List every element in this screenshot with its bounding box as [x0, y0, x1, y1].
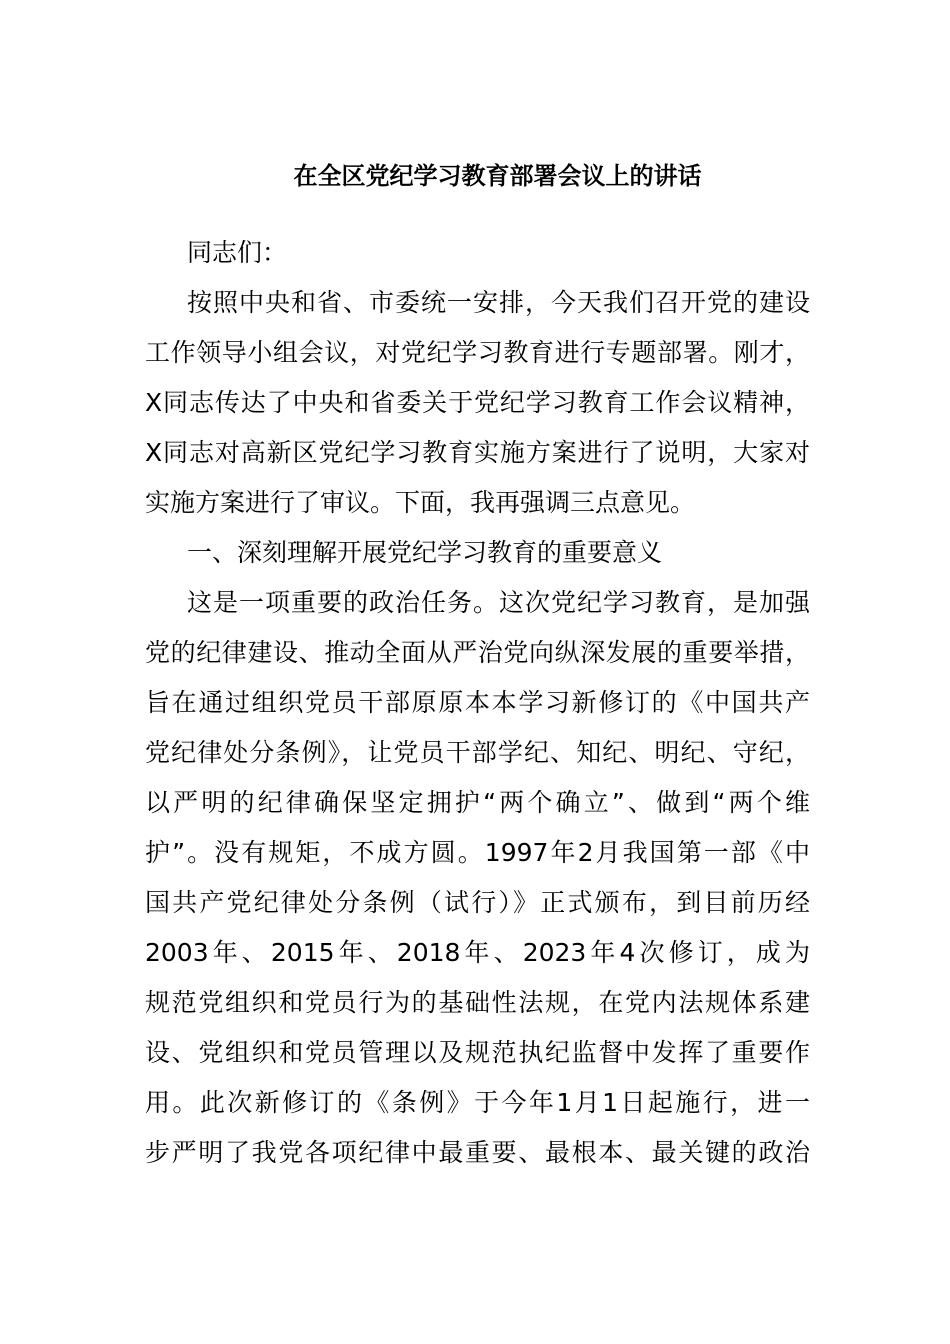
paragraph-line: 步严明了我党各项纪律中最重要、最根本、最关键的政治	[145, 1138, 810, 1167]
paragraph-line: X同志传达了中央和省委关于党纪学习教育工作会议精神，	[145, 388, 810, 417]
paragraph-line: 按照中央和省、市委统一安排，今天我们召开党的建设	[187, 288, 810, 317]
paragraph-line: 这是一项重要的政治任务。这次党纪学习教育，是加强	[187, 588, 810, 617]
paragraph-line: 以严明的纪律确保坚定拥护“两个确立”、做到“两个维	[145, 788, 810, 817]
paragraph-line: 2003年、2015年、2018年、2023年4次修订，成为	[145, 938, 810, 967]
paragraph-line: 设、党组织和党员管理以及规范执纪监督中发挥了重要作	[145, 1038, 810, 1067]
paragraph-line: X同志对高新区党纪学习教育实施方案进行了说明，大家对	[145, 438, 810, 467]
paragraph-line: 规范党组织和党员行为的基础性法规，在党内法规体系建	[145, 988, 810, 1017]
paragraph-line: 用。此次新修订的《条例》于今年1月1日起施行，进一	[145, 1088, 810, 1117]
paragraph-line: 工作领导小组会议，对党纪学习教育进行专题部署。刚才，	[145, 338, 810, 367]
paragraph-line: 实施方案进行了审议。下面，我再强调三点意见。	[145, 488, 696, 517]
paragraph-line: 旨在通过组织党员干部原原本本学习新修订的《中国共产	[145, 688, 810, 717]
paragraph-line: 护”。没有规矩，不成方圆。1997年2月我国第一部《中	[145, 838, 810, 867]
document-title: 在全区党纪学习教育部署会议上的讲话	[293, 162, 702, 190]
section-heading: 一、深刻理解开展党纪学习教育的重要意义	[187, 538, 663, 567]
document-body	[145, 228, 810, 1178]
paragraph-line: 党纪律处分条例》，让党员干部学纪、知纪、明纪、守纪，	[145, 738, 810, 767]
salutation-line: 同志们：	[187, 238, 288, 267]
paragraph-line: 国共产党纪律处分条例（试行）》正式颁布，到目前历经	[145, 888, 810, 917]
paragraph-line: 党的纪律建设、推动全面从严治党向纵深发展的重要举措，	[145, 638, 810, 667]
